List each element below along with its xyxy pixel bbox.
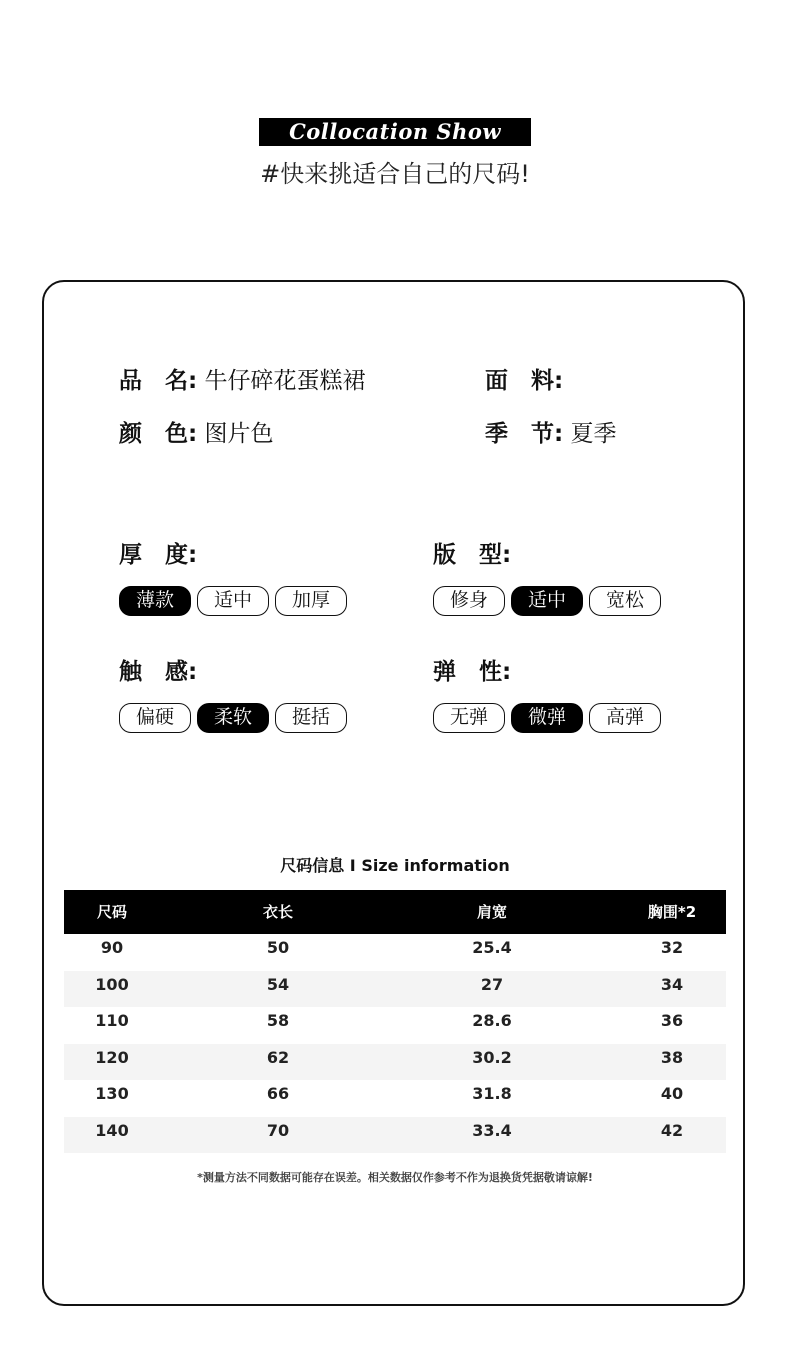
cell-length: 54 (266, 974, 290, 994)
cell-size: 120 (95, 1047, 129, 1067)
table-row (64, 971, 726, 1008)
season-label: 季 节: (485, 421, 564, 447)
cell-chest: 32 (660, 938, 684, 957)
fit-options (433, 586, 661, 616)
cell-size: 110 (95, 1011, 129, 1030)
cell-length: 62 (266, 1047, 290, 1067)
cell-size: 90 (100, 938, 124, 957)
touch-option-soft[interactable]: 柔软 (197, 703, 269, 733)
cell-chest: 40 (660, 1084, 684, 1103)
cell-chest: 34 (660, 974, 684, 994)
cell-chest: 38 (660, 1047, 684, 1067)
color-label: 颜 色: (119, 421, 198, 447)
table-row (64, 1044, 726, 1081)
thickness-option-thick[interactable]: 加厚 (275, 586, 347, 616)
thickness-options (119, 586, 347, 616)
cell-size: 140 (95, 1120, 129, 1140)
product-name-row (119, 366, 366, 396)
cell-size: 100 (95, 974, 129, 994)
touch-option-crisp[interactable]: 挺括 (275, 703, 347, 733)
color-value: 图片色 (204, 421, 274, 447)
elasticity-title: 弹 性: (433, 659, 512, 685)
fabric-label: 面 料: (485, 368, 564, 394)
color-row (119, 419, 274, 449)
cell-shoulder: 28.6 (472, 1011, 512, 1030)
cell-shoulder: 31.8 (472, 1084, 512, 1103)
header-length: 衣长 (262, 903, 293, 921)
cell-shoulder: 27 (480, 974, 504, 994)
size-prompt-subtitle: #快来挑适合自己的尺码! (260, 160, 530, 188)
size-table (64, 890, 726, 1153)
table-row (64, 934, 726, 971)
fit-title: 版 型: (433, 542, 512, 568)
cell-shoulder: 33.4 (472, 1120, 512, 1140)
cell-length: 66 (266, 1084, 290, 1103)
cell-shoulder: 30.2 (472, 1047, 512, 1067)
fabric-row (485, 366, 563, 396)
thickness-option-thin[interactable]: 薄款 (119, 586, 191, 616)
fit-option-slim[interactable]: 修身 (433, 586, 505, 616)
cell-size: 130 (95, 1084, 129, 1103)
elasticity-options (433, 703, 661, 733)
elasticity-option-high[interactable]: 高弹 (589, 703, 661, 733)
table-row (64, 1080, 726, 1117)
season-value: 夏季 (570, 421, 617, 447)
thickness-option-medium[interactable]: 适中 (197, 586, 269, 616)
header-chest: 胸围*2 (647, 903, 697, 921)
thickness-title: 厚 度: (119, 542, 198, 568)
size-table-header (64, 890, 726, 934)
header-size: 尺码 (96, 903, 127, 921)
product-name-label: 品 名: (119, 368, 198, 394)
elasticity-option-slight[interactable]: 微弹 (511, 703, 583, 733)
fit-option-loose[interactable]: 宽松 (589, 586, 661, 616)
size-table-title: 尺码信息 I Size information (280, 856, 510, 875)
table-row (64, 1007, 726, 1044)
cell-length: 50 (266, 938, 290, 957)
collocation-show-banner: Collocation Show (259, 118, 531, 146)
cell-shoulder: 25.4 (472, 938, 512, 957)
cell-length: 58 (266, 1011, 290, 1030)
touch-option-stiff[interactable]: 偏硬 (119, 703, 191, 733)
product-name-value: 牛仔碎花蛋糕裙 (204, 368, 366, 394)
cell-length: 70 (266, 1120, 290, 1140)
touch-options (119, 703, 347, 733)
touch-title: 触 感: (119, 659, 198, 685)
header-shoulder: 肩宽 (476, 903, 507, 921)
season-row (485, 419, 617, 449)
fit-option-regular[interactable]: 适中 (511, 586, 583, 616)
table-row (64, 1117, 726, 1154)
measurement-disclaimer: *测量方法不同数据可能存在误差。相关数据仅作参考不作为退换货凭据敬请谅解! (197, 1171, 593, 1184)
elasticity-option-none[interactable]: 无弹 (433, 703, 505, 733)
cell-chest: 42 (660, 1120, 684, 1140)
cell-chest: 36 (660, 1011, 684, 1030)
